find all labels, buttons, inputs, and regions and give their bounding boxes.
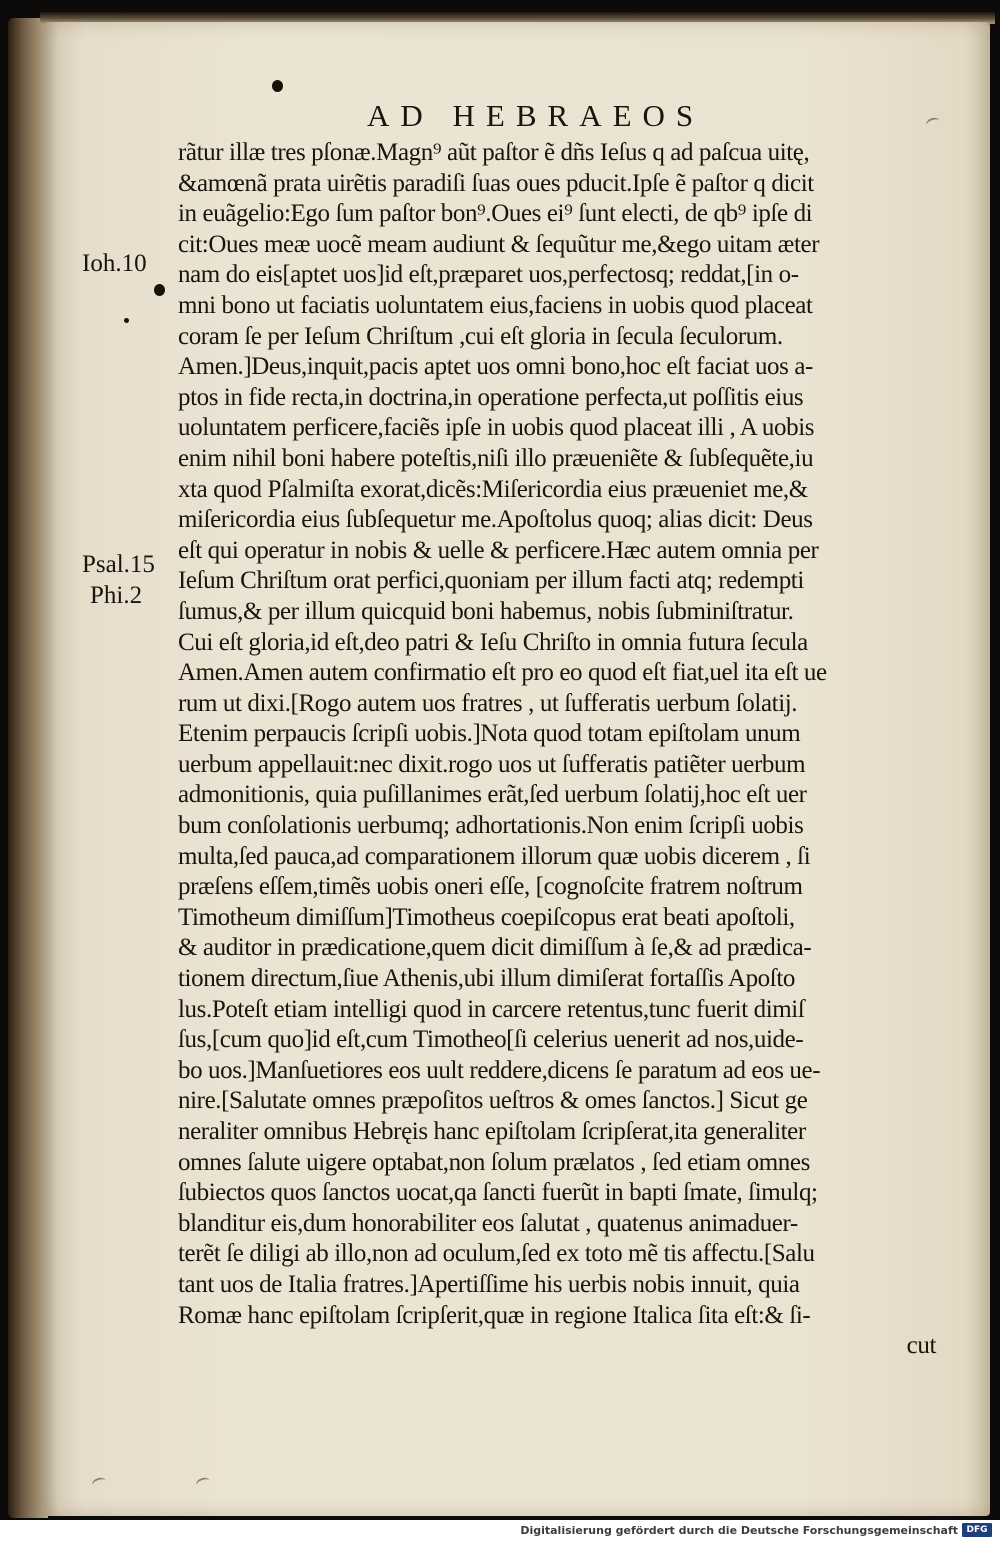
text-line: Etenim perpaucis ſcripſi uobis.]Nota quod totam epiſtolam unum bbox=[178, 720, 801, 748]
text-line: rãtur illæ tres pſonæ.Magn⁹ aũt paſtor ẽ dñs Ieſus q ad paſcua uitę, bbox=[178, 139, 810, 166]
book-left-edge bbox=[8, 18, 48, 1518]
text-line: cit:Oues meæ uocẽ meam audiunt & ſequũtur me,&ego uitam æter bbox=[178, 230, 820, 258]
text-line: lus.Poteſt etiam intelligi quod in carcere retentus,tunc fuerit dimiſ bbox=[178, 995, 805, 1023]
ink-blot bbox=[154, 284, 165, 296]
text-line: omnes ſalute uigere optabat,non ſolum prælatos , ſed etiam omnes bbox=[178, 1148, 810, 1176]
text-line: miſericordia eius ſubſequetur me.Apoſtolus quoq; alias dicit: Deus bbox=[178, 506, 813, 534]
text-line: ſumus,& per illum quicquid boni habemus, nobis ſubminiſtratur. bbox=[178, 597, 794, 625]
text-line: tant uos de Italia fratres.]Apertiſſime his uerbis nobis innuit, quia bbox=[178, 1270, 800, 1298]
digitization-credit: Digitalisierung gefördert durch die Deutsche Forschungsgemeinschaft bbox=[520, 1524, 958, 1537]
text-line: ptos in fide recta,in doctrina,in operatione perfecta,ut poſſitis eius bbox=[178, 383, 804, 411]
dfg-logo-icon: DFG bbox=[962, 1523, 992, 1537]
text-line: nam do eis[aptet uos]id eſt,præparet uos,perfectosq; reddat,[in o- bbox=[178, 261, 799, 289]
text-line: præſens eſſem,timẽs uobis oneri eſſe, [cognoſcite fratrem noſtrum bbox=[178, 873, 803, 901]
text-line: Amen.]Deus,inquit,pacis aptet uos omni bono,hoc eſt faciat uos a- bbox=[178, 353, 813, 381]
text-line: rum ut dixi.[Rogo autem uos fratres , ut ſufferatis uerbum ſolatij. bbox=[178, 689, 798, 717]
margin-note-psal: Psal.15 bbox=[82, 551, 155, 578]
text-line: Amen.Amen autem confirmatio eſt pro eo quod eſt fiat,uel ita eſt ue bbox=[178, 659, 827, 687]
text-line: terẽt ſe diligi ab illo,non ad oculum,ſed ex toto mẽ tis affectu.[Salu bbox=[178, 1240, 815, 1268]
text-line: bum conſolationis uerbumq; adhortationis.Non enim ſcripſi uobis bbox=[178, 812, 804, 840]
text-line: Romæ hanc epiſtolam ſcripſerit,quæ in regione Italica ſita eſt:& ſi- bbox=[178, 1301, 811, 1329]
text-line: ſus,[cum quo]id eſt,cum Timotheo[ſi celerius uenerit ad nos,uide- bbox=[178, 1026, 804, 1054]
text-line: uoluntatem perficere,faciẽs ipſe in uobis quod placeat illi , A uobis bbox=[178, 414, 815, 442]
text-line: coram ſe per Ieſum Chriſtum ,cui eſt gloria in ſecula ſeculorum. bbox=[178, 322, 783, 350]
text-line: bo uos.]Manſuetiores eos uult reddere,dicens ſe paratum ad eos ue- bbox=[178, 1056, 821, 1084]
text-line: blanditur eis,dum honorabiliter eos ſalutat , quatenus animaduer- bbox=[178, 1209, 798, 1237]
text-line: enim nihil boni habere poteſtis,niſi illo præueniẽte & ſubſequẽte,iu bbox=[178, 444, 814, 472]
running-head: AD HEBRAEOS bbox=[367, 98, 705, 133]
text-line: ſubiectos quos ſanctos uocat,qa ſancti fuerũt in bapti ſmate, ſimulq; bbox=[178, 1179, 818, 1207]
catchword: cut bbox=[906, 1332, 936, 1360]
text-line: uerbum appellauit:nec dixit.rogo uos ut ſufferatis patiẽter uerbum bbox=[178, 750, 806, 778]
text-line: &amœnã prata uirẽtis paradiſi ſuas oues pducit.Ipſe ẽ paſtor q dicit bbox=[178, 169, 814, 197]
text-line: eſt qui operatur in nobis & uelle & perficere.Hæc autem omnia per bbox=[178, 536, 819, 564]
text-line: admonitionis, quia puſillanimes erãt,ſed uerbum ſolatij,hoc eſt uer bbox=[178, 781, 807, 809]
text-line: mni bono ut faciatis uoluntatem eius,faciens in uobis quod placeat bbox=[178, 291, 813, 319]
text-line: Cui eſt gloria,id eſt,deo patri & Ieſu Chriſto in omnia futura ſecula bbox=[178, 628, 808, 656]
ink-blot bbox=[272, 80, 283, 92]
text-line: in euãgelio:Ego ſum paſtor bon⁹.Oues ei⁹ ſunt electi, de qb⁹ ipſe di bbox=[178, 200, 813, 228]
margin-note-ioh: Ioh.10 bbox=[82, 250, 147, 277]
ink-blot bbox=[124, 318, 129, 323]
text-line: multa,ſed pauca,ad comparationem illorum quæ uobis dicerem , ſi bbox=[178, 842, 811, 870]
text-line: xta quod Pſalmiſta exorat,dicẽs:Miſericordia eius præueniet me,& bbox=[178, 475, 808, 503]
text-line: Timotheum dimiſſum]Timotheus coepiſcopus erat beati apoſtoli, bbox=[178, 903, 795, 931]
text-line: nire.[Salutate omnes præpoſitos ueſtros & omes ſanctos.] Sicut ge bbox=[178, 1087, 808, 1115]
text-block bbox=[178, 138, 964, 1362]
text-line: tionem directum,ſiue Athenis,ubi illum dimiſerat fortaſſis Apoſto bbox=[178, 965, 795, 993]
text-line: neraliter omnibus Hebręis hanc epiſtolam ſcripſerat,ita generaliter bbox=[178, 1118, 806, 1145]
text-line: & auditor in prædicatione,quem dicit dimiſſum à ſe,& ad prædica- bbox=[178, 934, 812, 962]
text-line: Ieſum Chriſtum orat perfici,quoniam per illum facti atq; redempti bbox=[178, 567, 804, 595]
margin-note-phi: Phi.2 bbox=[90, 582, 143, 609]
